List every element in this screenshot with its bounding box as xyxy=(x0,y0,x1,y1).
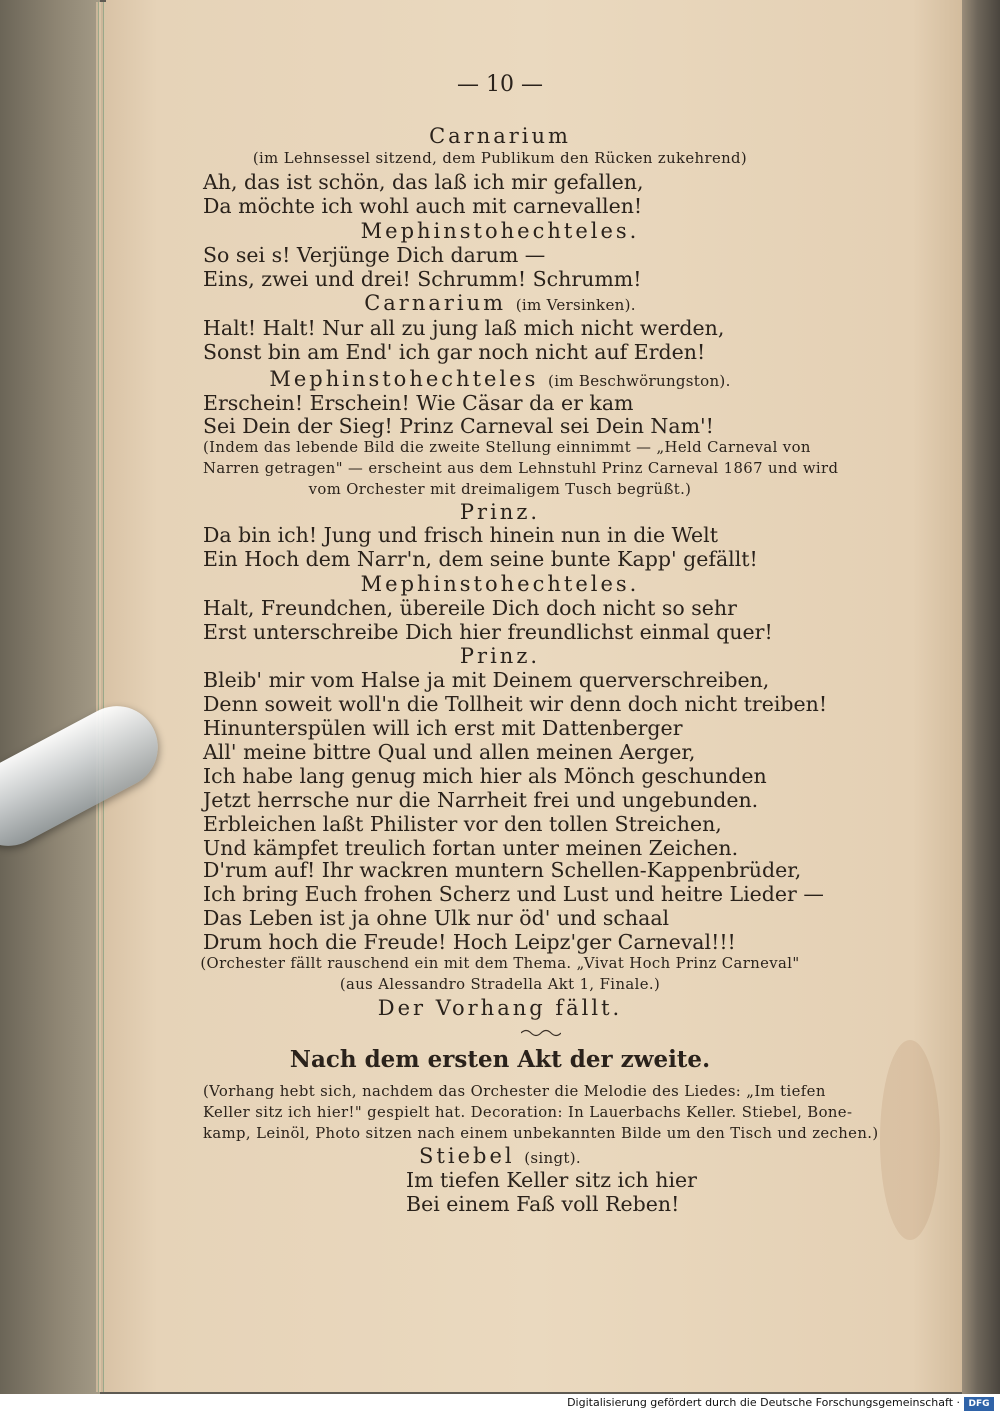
speaker-mephinstohechteles: Mephinstohechteles (im Beschwörungston). xyxy=(269,367,731,391)
stage-direction: Narren getragen" — erscheint aus dem Lehnstuhl Prinz Carneval 1867 und wird xyxy=(203,460,839,477)
verse-line: Im tiefen Keller sitz ich hier xyxy=(406,1168,697,1192)
verse-line: Sonst bin am End' ich gar noch nicht auf Erden! xyxy=(203,340,706,364)
stage-direction: Keller sitz ich hier!" gespielt hat. Decoration: In Lauerbachs Keller. Stiebel, Bone- xyxy=(203,1104,853,1121)
verse-line: Ich habe lang genug mich hier als Mönch geschunden xyxy=(203,764,767,788)
verse-line: Jetzt herrsche nur die Narrheit frei und ungebunden. xyxy=(203,788,759,812)
verse-line: Eins, zwei und drei! Schrumm! Schrumm! xyxy=(203,267,642,291)
stage-direction: (Orchester fällt rauschend ein mit dem Thema. „Vivat Hoch Prinz Carneval" xyxy=(200,955,800,972)
speaker-mephinstohechteles: Mephinstohechteles. xyxy=(360,219,640,243)
speaker-carnarium: Carnarium (im Versinken). xyxy=(364,291,636,315)
verse-line: Ein Hoch dem Narr'n, dem seine bunte Kapp' gefällt! xyxy=(203,547,758,571)
verse-line: Da möchte ich wohl auch mit carnevallen! xyxy=(203,194,643,218)
curtain-line: Der Vorhang fällt. xyxy=(377,996,623,1020)
speaker-prinz: Prinz. xyxy=(459,644,541,668)
stage-direction: vom Orchester mit dreimaligem Tusch begrüßt.) xyxy=(308,481,692,498)
verse-line: Drum hoch die Freude! Hoch Leipz'ger Carneval!!! xyxy=(203,930,736,954)
verse-line: So sei s! Verjünge Dich darum — xyxy=(203,243,546,267)
stage-direction: (Indem das lebende Bild die zweite Stellung einnimmt — „Held Carneval von xyxy=(203,439,811,456)
funding-credit: Digitalisierung gefördert durch die Deutsche Forschungsgemeinschaft · xyxy=(567,1396,960,1409)
ornament-divider xyxy=(521,1028,561,1038)
verse-line: D'rum auf! Ihr wackren muntern Schellen-Kappenbrüder, xyxy=(203,858,802,882)
verse-line: Und kämpfet treulich fortan unter meinen Zeichen. xyxy=(203,836,739,860)
verse-line: Erst unterschreibe Dich hier freundlichst einmal quer! xyxy=(203,620,773,644)
stage-direction: (Vorhang hebt sich, nachdem das Orchester die Melodie des Liedes: „Im tiefen xyxy=(203,1083,826,1100)
verse-line: All' meine bittre Qual und allen meinen Aerger, xyxy=(203,740,696,764)
page-number: — 10 — xyxy=(457,72,543,97)
verse-line: Sei Dein der Sieg! Prinz Carneval sei Dein Nam'! xyxy=(203,414,714,438)
verse-line: Ich bring Euch frohen Scherz und Lust und heitre Lieder — xyxy=(203,882,824,906)
verse-line: Halt! Halt! Nur all zu jung laß mich nicht werden, xyxy=(203,316,725,340)
page-underlay xyxy=(0,0,100,1394)
stage-direction: (im Lehnsessel sitzend, dem Publikum den Rücken zukehrend) xyxy=(252,150,748,167)
verse-line: Erbleichen laßt Philister vor den tollen Streichen, xyxy=(203,812,722,836)
verse-line: Ah, das ist schön, das laß ich mir gefallen, xyxy=(203,170,644,194)
verse-line: Da bin ich! Jung und frisch hinein nun in die Welt xyxy=(203,523,718,547)
dfg-logo: DFG xyxy=(964,1397,994,1411)
stage-direction: kamp, Leinöl, Photo sitzen nach einem unbekannten Bilde um den Tisch und zechen.) xyxy=(203,1125,879,1142)
verse-line: Hinunterspülen will ich erst mit Dattenberger xyxy=(203,716,683,740)
footer-bar xyxy=(0,1394,1000,1414)
section-heading: Nach dem ersten Akt der zweite. xyxy=(289,1046,711,1073)
speaker-prinz: Prinz. xyxy=(459,500,541,524)
verse-line: Denn soweit woll'n die Tollheit wir denn doch nicht treiben! xyxy=(203,692,828,716)
stage-direction: (aus Alessandro Stradella Akt 1, Finale.) xyxy=(339,976,661,993)
speaker-carnarium: Carnarium xyxy=(429,124,571,148)
verse-line: Bei einem Faß voll Reben! xyxy=(406,1192,680,1216)
verse-line: Bleib' mir vom Halse ja mit Deinem querverschreiben, xyxy=(203,668,770,692)
verse-line: Erschein! Erschein! Wie Cäsar da er kam xyxy=(203,391,634,415)
speaker-stiebel: Stiebel (singt). xyxy=(419,1144,581,1168)
verse-line: Halt, Freundchen, übereile Dich doch nicht so sehr xyxy=(203,596,737,620)
book-spine xyxy=(962,0,1000,1394)
speaker-mephinstohechteles: Mephinstohechteles. xyxy=(360,572,640,596)
verse-line: Das Leben ist ja ohne Ulk nur öd' und schaal xyxy=(203,906,670,930)
